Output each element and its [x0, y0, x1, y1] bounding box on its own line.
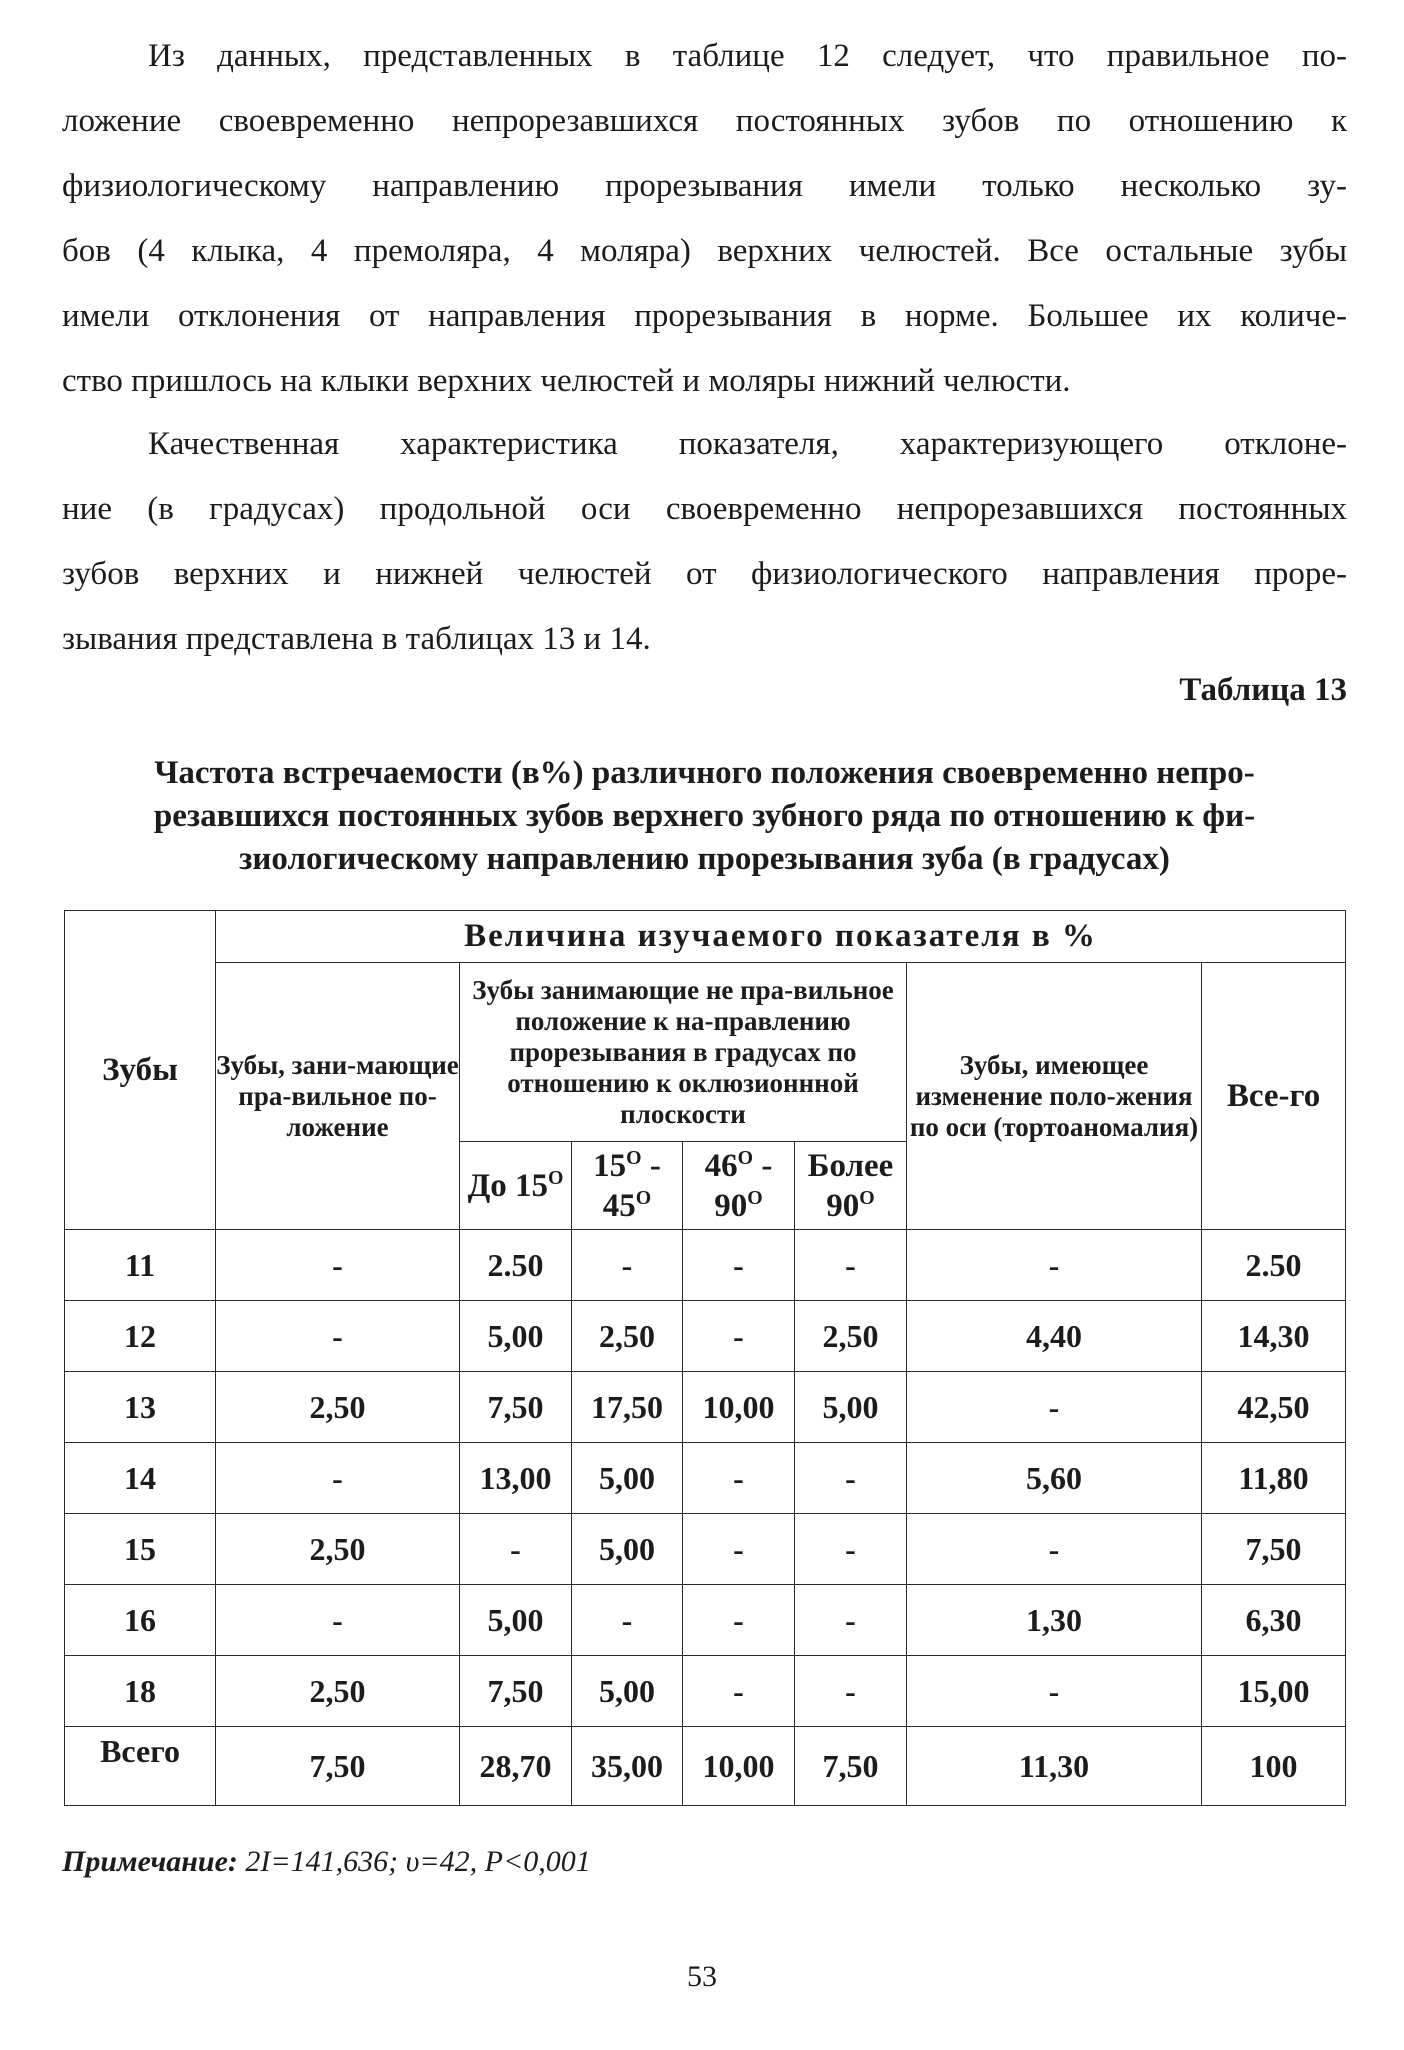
table-cell: - [216, 1585, 460, 1656]
header-total: Все-го [1202, 963, 1346, 1230]
text-line: имели отклонения от направления прорезывания в норме. Большее их количе- [62, 298, 1347, 334]
table-cell: 7,50 [460, 1372, 572, 1443]
table-cell: 14 [65, 1443, 216, 1514]
text-line: ложение своевременно непрорезавшихся постоянных зубов по отношению к [62, 103, 1347, 139]
table-cell: 5,00 [572, 1656, 683, 1727]
table-cell: 17,50 [572, 1372, 683, 1443]
text-line: бов (4 клыка, 4 премоляра, 4 моляра) верхних челюстей. Все остальные зубы [62, 233, 1347, 269]
table-cell: 1,30 [907, 1585, 1202, 1656]
table-cell: - [907, 1514, 1202, 1585]
header-main: Величина изучаемого показателя в % [216, 911, 1346, 963]
table-cell: 18 [65, 1656, 216, 1727]
header-incorrect-position: Зубы занимающие не пра-вильное положение к на-правлению прорезывания в градусах по отношению к оклюзионнной плоскости [460, 963, 907, 1142]
paragraph-2 [62, 412, 1347, 672]
table-row [65, 1443, 1346, 1514]
table-cell: - [683, 1585, 795, 1656]
table-note [62, 1845, 591, 1879]
table-cell: - [795, 1230, 907, 1301]
title-line: резавшихся постоянных зубов верхнего зубного ряда по отношению к фи- [153, 798, 1256, 834]
table-cell: - [907, 1372, 1202, 1443]
title-line: Частота встречаемости (в%) различного положения своевременно непро- [154, 755, 1255, 791]
table-cell: 100 [1202, 1727, 1346, 1806]
table-cell: 11 [65, 1230, 216, 1301]
table-cell: 2,50 [216, 1514, 460, 1585]
table-cell: 5,00 [572, 1514, 683, 1585]
table-cell: - [572, 1585, 683, 1656]
table-cell: 6,30 [1202, 1585, 1346, 1656]
table-cell: - [216, 1443, 460, 1514]
text-line: Качественная характеристика показателя, характеризующего отклоне- [148, 426, 1347, 462]
table-cell: - [683, 1514, 795, 1585]
title-line: зиологическому направлению прорезывания зуба (в градусах) [239, 841, 1170, 877]
table-cell: - [216, 1301, 460, 1372]
table-cell: 16 [65, 1585, 216, 1656]
subheader-46-90: $46^О - 90^О$ [683, 1142, 795, 1230]
page-number: 53 [687, 1960, 717, 1993]
table-cell: 2.50 [460, 1230, 572, 1301]
table-cell: 13 [65, 1372, 216, 1443]
table-cell: - [683, 1656, 795, 1727]
table-cell: 11,30 [907, 1727, 1202, 1806]
table-row [65, 1372, 1346, 1443]
table-cell: 7,50 [216, 1727, 460, 1806]
header-tortoanomaly: Зубы, имеющее изменение поло-жения по оси (тортоаномалия) [907, 963, 1202, 1230]
table-cell: - [795, 1585, 907, 1656]
table-row [65, 1656, 1346, 1727]
text-line: физиологическому направлению прорезывания имели только несколько зу- [62, 168, 1347, 204]
header-teeth: Зубы [65, 911, 216, 1230]
table-cell: - [683, 1301, 795, 1372]
table-row [65, 1230, 1346, 1301]
table-cell: 5,00 [572, 1443, 683, 1514]
table-cell: 5,60 [907, 1443, 1202, 1514]
table-cell: 42,50 [1202, 1372, 1346, 1443]
table-title [62, 752, 1347, 881]
table-cell: 7,50 [1202, 1514, 1346, 1585]
header-correct-position: Зубы, зани-мающие пра-вильное по-ложение [216, 963, 460, 1230]
table-cell: 10,00 [683, 1727, 795, 1806]
table-cell: 15 [65, 1514, 216, 1585]
table-row [65, 1514, 1346, 1585]
table-cell: 2,50 [216, 1656, 460, 1727]
text-line: ство пришлось на клыки верхних челюстей и моляры нижний челюсти. [62, 363, 1071, 399]
table-row [65, 1585, 1346, 1656]
table-cell: - [907, 1656, 1202, 1727]
table-row [65, 1301, 1346, 1372]
table-cell: 10,00 [683, 1372, 795, 1443]
table-cell: 2,50 [795, 1301, 907, 1372]
table-row-total [65, 1727, 1346, 1806]
text-line: Из данных, представленных в таблице 12 следует, что правильное по- [148, 38, 1347, 74]
text-line: зывания представлена в таблицах 13 и 14. [62, 621, 651, 657]
table-cell: 35,00 [572, 1727, 683, 1806]
data-table [64, 910, 1346, 1806]
paragraph-1 [62, 24, 1347, 414]
table-cell: 5,00 [795, 1372, 907, 1443]
text-line: ние (в градусах) продольной оси своевременно непрорезавшихся постоянных [62, 491, 1347, 527]
table-cell: 5,00 [460, 1585, 572, 1656]
table-cell: 2,50 [572, 1301, 683, 1372]
table-cell: 14,30 [1202, 1301, 1346, 1372]
table-cell: 28,70 [460, 1727, 572, 1806]
table-cell: Всего [65, 1727, 216, 1806]
table-cell: 4,40 [907, 1301, 1202, 1372]
table-cell: - [795, 1443, 907, 1514]
note-text: 2I=141,636; υ=42, P<0,001 [237, 1845, 591, 1878]
subheader-more-90: Более $90^О$ [795, 1142, 907, 1230]
table-cell: 5,00 [460, 1301, 572, 1372]
table-cell: - [795, 1656, 907, 1727]
table-cell: 7,50 [795, 1727, 907, 1806]
table-cell: 7,50 [460, 1656, 572, 1727]
subheader-15-45: $15^О - 45^О$ [572, 1142, 683, 1230]
table-cell: 12 [65, 1301, 216, 1372]
note-label: Примечание: [62, 1845, 238, 1878]
subheader-up-to-15: До $15^О$ [460, 1142, 572, 1230]
table-cell: 2.50 [1202, 1230, 1346, 1301]
table-cell: 2,50 [216, 1372, 460, 1443]
table-cell: - [460, 1514, 572, 1585]
table-cell: 11,80 [1202, 1443, 1346, 1514]
table-cell: - [683, 1230, 795, 1301]
table-cell: - [572, 1230, 683, 1301]
table-cell: - [216, 1230, 460, 1301]
table-cell: - [795, 1514, 907, 1585]
table-cell: - [683, 1443, 795, 1514]
table-cell: - [907, 1230, 1202, 1301]
table-cell: 15,00 [1202, 1656, 1346, 1727]
table-cell: 13,00 [460, 1443, 572, 1514]
text-line: зубов верхних и нижней челюстей от физиологического направления проре- [62, 556, 1347, 592]
table-label: Таблица 13 [1179, 672, 1347, 708]
